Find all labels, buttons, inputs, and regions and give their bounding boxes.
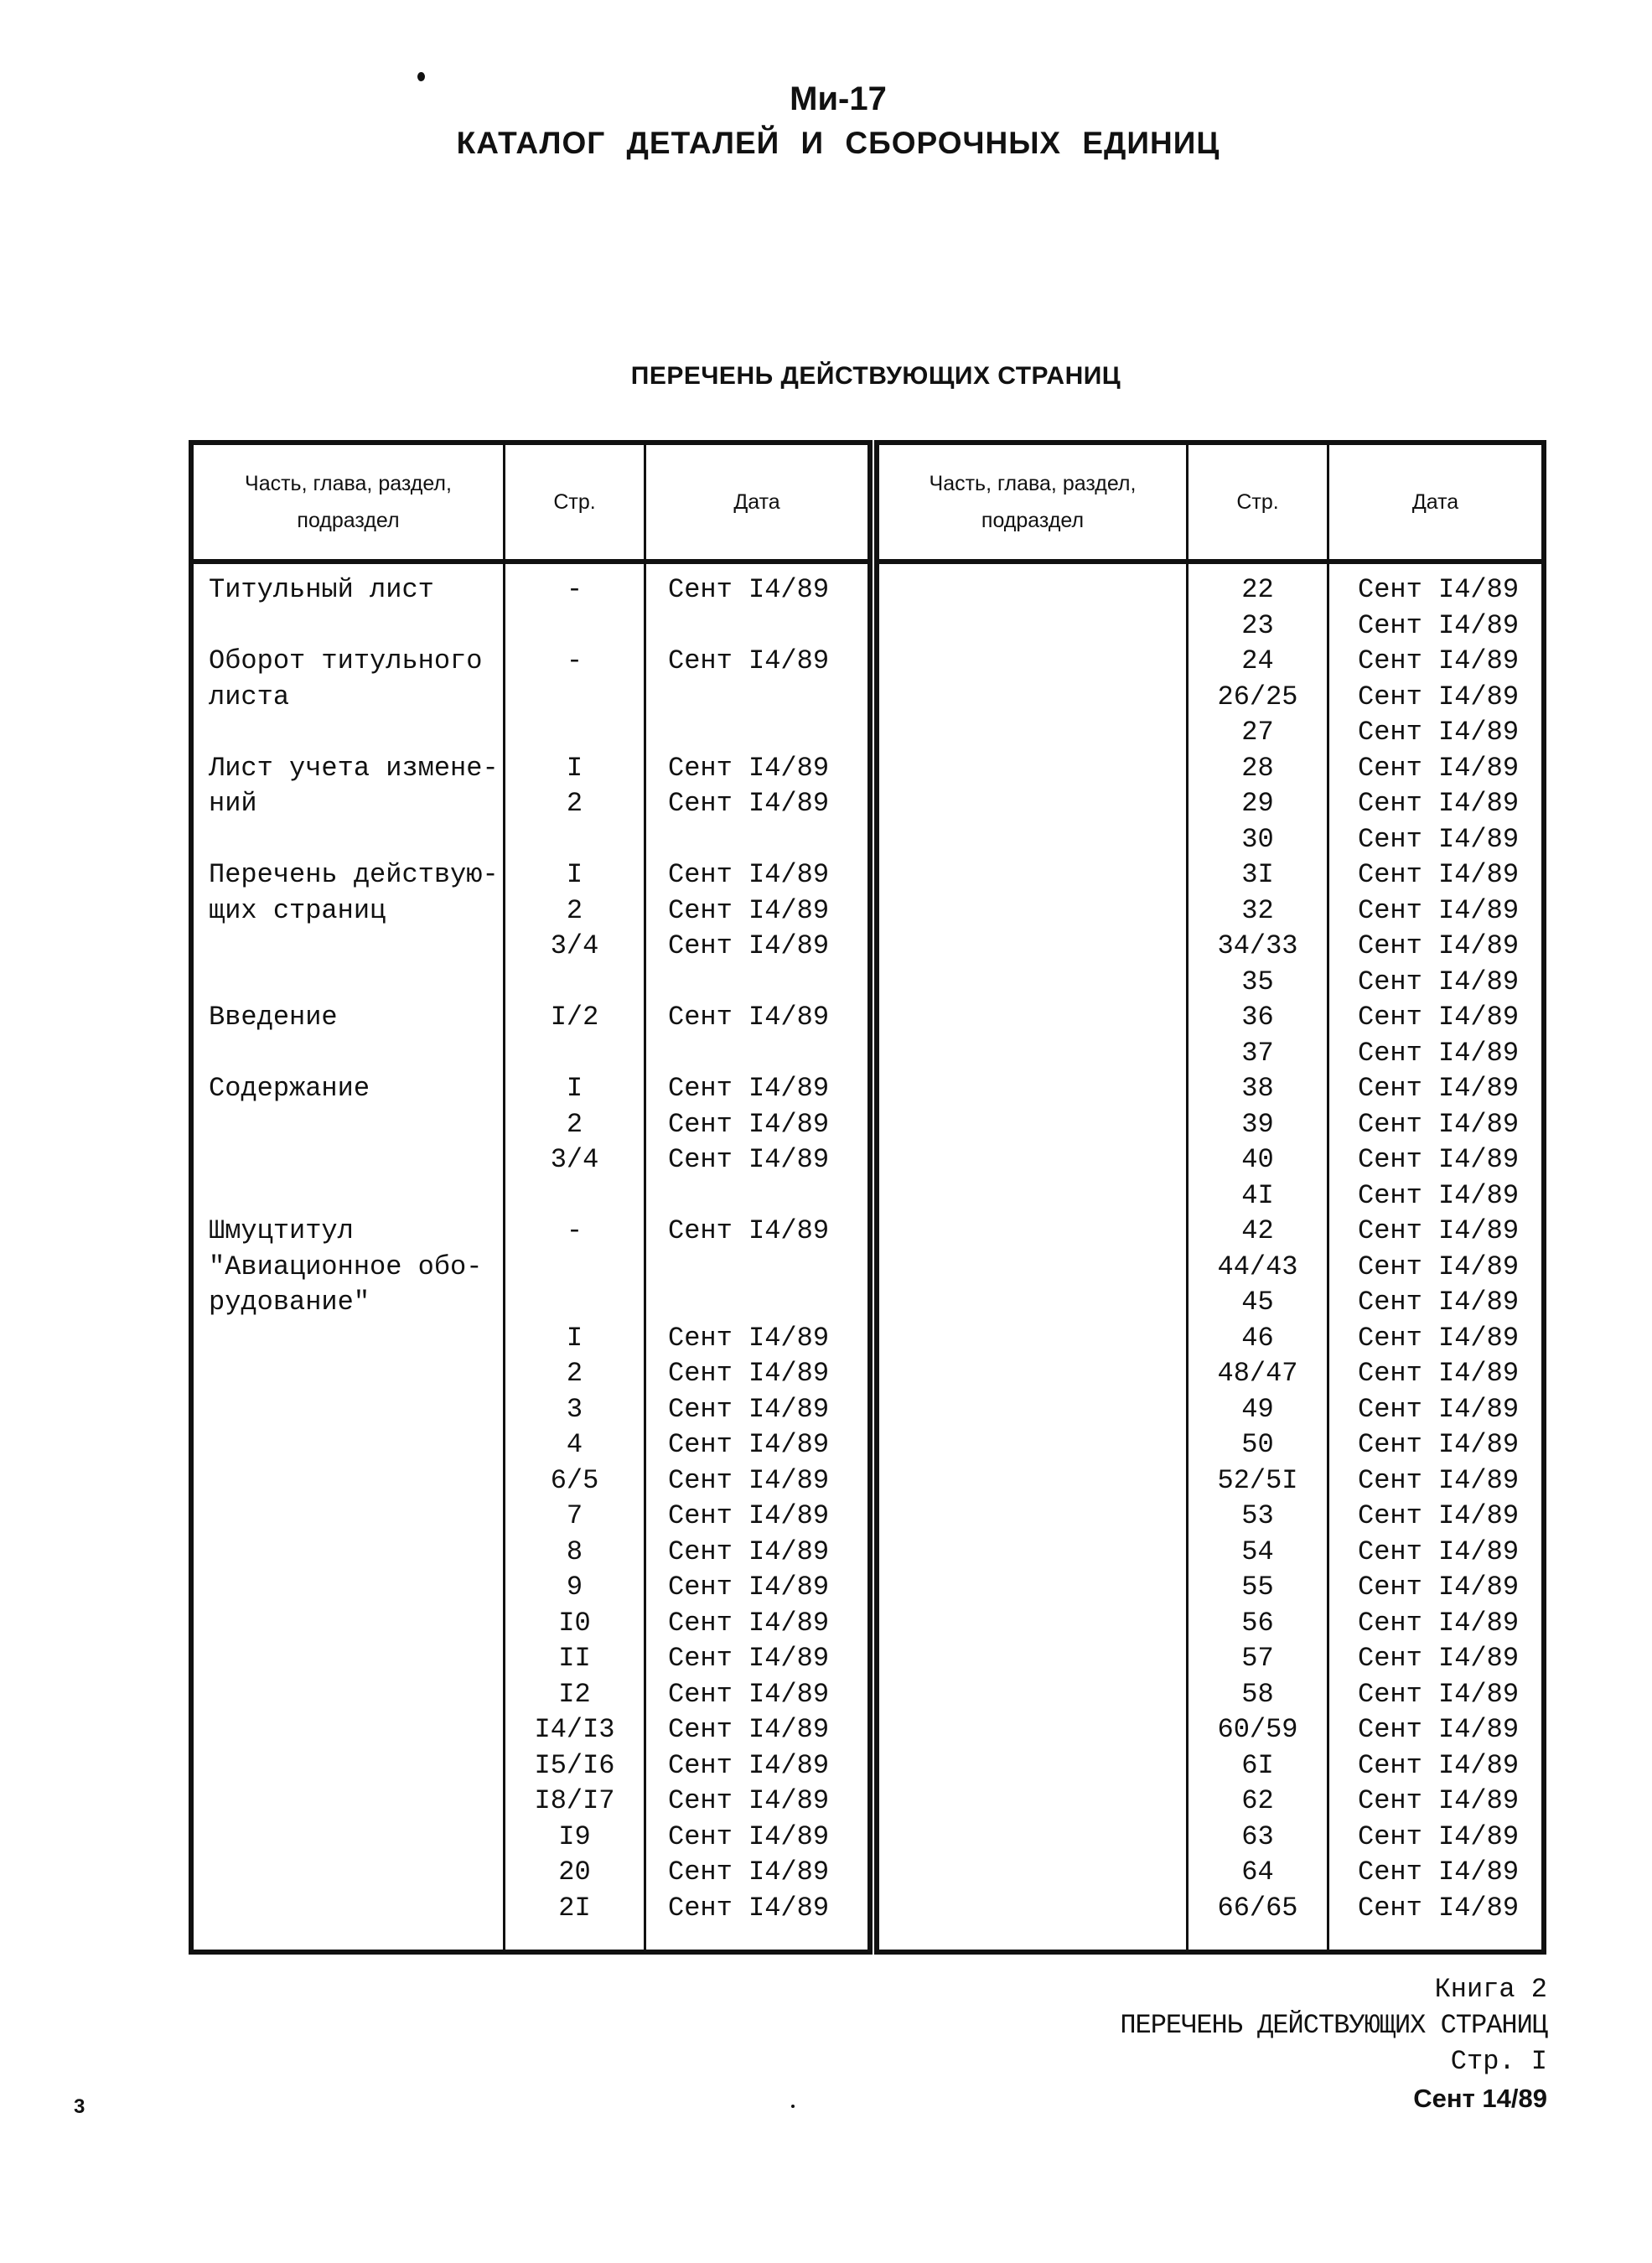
footer-date: Сент 14/89 [1413,2084,1547,2113]
table-row [879,715,1541,751]
table-row [879,608,1541,645]
table-row [194,1855,867,1891]
cell-page: 53 [1241,1500,1274,1531]
table-row [879,1000,1541,1036]
cell-page: - [566,645,583,676]
cell-date: Сент I4/89 [1358,1179,1520,1211]
table-row [194,1427,867,1463]
cell-page: 52/5I [1217,1464,1298,1496]
table-row [879,1855,1541,1891]
cell-page: 44/43 [1217,1251,1298,1282]
cell-date: Сент I4/89 [1358,717,1520,748]
table-row [879,751,1541,787]
cell-page: I9 [558,1820,591,1852]
cell-page: 28 [1241,752,1274,784]
cell-part: Титульный лист [209,574,434,605]
table-row [194,1214,867,1250]
section-title: ПЕРЕЧЕНЬ ДЕЙСТВУЮЩИХ СТРАНИЦ [630,362,1121,390]
cell-page: I [566,752,583,784]
table-row [879,893,1541,930]
table-row [194,1285,867,1321]
table-row [194,1000,867,1036]
table-row [879,1356,1541,1392]
table-row [879,644,1541,680]
cell-date: Сент I4/89 [668,1108,830,1140]
cell-date: Сент I4/89 [668,894,830,926]
cell-page: 23 [1241,609,1274,641]
pages-table-left [189,440,873,1955]
cell-page: 50 [1241,1429,1274,1460]
column-header-page: Стр. [1236,490,1279,514]
cell-page: 34/33 [1217,930,1298,961]
cell-date: Сент I4/89 [1358,823,1520,855]
cell-date: Сент I4/89 [1358,1002,1520,1033]
table-row [194,572,867,608]
table-row [194,1677,867,1713]
cell-date: Сент I4/89 [668,1714,830,1745]
cell-date: Сент I4/89 [1358,1287,1520,1318]
cell-date: Сент I4/89 [668,645,830,676]
cell-part: Оборот титульного [209,645,483,676]
cell-page: 2 [566,894,583,926]
cell-page: 26/25 [1217,681,1298,712]
cell-date: Сент I4/89 [668,788,830,819]
cell-page: 2 [566,1108,583,1140]
table-header [879,445,1541,564]
cell-date: Сент I4/89 [1358,645,1520,676]
table-row [879,1285,1541,1321]
cell-date: Сент I4/89 [1358,966,1520,997]
cell-date: Сент I4/89 [668,1856,830,1888]
table-row [879,1142,1541,1178]
cell-date: Сент I4/89 [1358,1856,1520,1888]
table-row [194,1356,867,1392]
table-row [879,1499,1541,1535]
table-row [879,857,1541,893]
cell-date: Сент I4/89 [668,1429,830,1460]
cell-date: Сент I4/89 [1358,1607,1520,1639]
cell-page: 27 [1241,717,1274,748]
table-row [879,1214,1541,1250]
cell-date: Сент I4/89 [1358,1215,1520,1246]
cell-part: Перечень действую- [209,859,499,890]
table-row [194,1142,867,1178]
cell-date: Сент I4/89 [1358,1500,1520,1531]
cell-page: 4I [1241,1179,1274,1211]
table-row [194,1891,867,1927]
cell-page: 29 [1241,788,1274,819]
cell-part: "Авиационное обо- [209,1251,483,1282]
cell-page: 35 [1241,966,1274,997]
table-row [879,1036,1541,1072]
cell-page: 36 [1241,1002,1274,1033]
cell-page: 37 [1241,1037,1274,1069]
cell-page: 6/5 [550,1464,599,1496]
table-row [194,1606,867,1642]
cell-date: Сент I4/89 [1358,1073,1520,1104]
table-row [194,1499,867,1535]
cell-page: - [566,574,583,605]
cell-date: Сент I4/89 [1358,1572,1520,1603]
cell-page: 32 [1241,894,1274,926]
page-number: 3 [74,2095,85,2118]
cell-page: I4/I3 [534,1714,615,1745]
cell-page: 3/4 [550,930,599,961]
cell-date: Сент I4/89 [668,1820,830,1852]
cell-date: Сент I4/89 [668,1215,830,1246]
cell-page: 9 [566,1572,583,1603]
cell-date: Сент I4/89 [668,1643,830,1674]
cell-date: Сент I4/89 [1358,1251,1520,1282]
table-row [194,751,867,787]
cell-part: ний [209,788,257,819]
cell-date: Сент I4/89 [1358,1643,1520,1674]
cell-date: Сент I4/89 [1358,1322,1520,1354]
cell-date: Сент I4/89 [1358,859,1520,890]
cell-page: I [566,1073,583,1104]
cell-date: Сент I4/89 [1358,1037,1520,1069]
cell-page: 30 [1241,823,1274,855]
cell-date: Сент I4/89 [1358,1535,1520,1567]
column-header-part: Часть, глава, раздел, подраздел [929,472,1137,532]
cell-date: Сент I4/89 [1358,1429,1520,1460]
cell-page: 46 [1241,1322,1274,1354]
cell-page: 42 [1241,1215,1274,1246]
cell-part: щих страниц [209,894,386,926]
cell-date: Сент I4/89 [668,1535,830,1567]
cell-page: 66/65 [1217,1892,1298,1924]
table-row [879,1107,1541,1143]
table-row [194,1535,867,1571]
cell-date: Сент I4/89 [668,1358,830,1389]
column-header-part: Часть, глава, раздел, подраздел [245,472,452,532]
table-row [194,893,867,930]
cell-date: Сент I4/89 [1358,1108,1520,1140]
footer-book: Книга 2 [1434,1974,1547,2005]
cell-part: Лист учета измене- [209,752,499,784]
cell-page: 4 [566,1429,583,1460]
cell-date: Сент I4/89 [668,574,830,605]
cell-page: II [558,1643,591,1674]
table-row [194,1321,867,1357]
cell-date: Сент I4/89 [1358,1749,1520,1781]
cell-page: 3/4 [550,1144,599,1175]
cell-date: Сент I4/89 [1358,1820,1520,1852]
table-row [879,965,1541,1001]
cell-page: 3 [566,1393,583,1425]
cell-page: 3I [1241,859,1274,890]
cell-date: Сент I4/89 [1358,1393,1520,1425]
table-row [194,857,867,893]
cell-part: Содержание [209,1073,370,1104]
cell-page: I5/I6 [534,1749,615,1781]
table-row [879,1178,1541,1214]
cell-page: 45 [1241,1287,1274,1318]
cell-page: 40 [1241,1144,1274,1175]
cell-date: Сент I4/89 [1358,681,1520,712]
cell-date: Сент I4/89 [668,1322,830,1354]
cell-page: I [566,1322,583,1354]
cell-page: 7 [566,1500,583,1531]
cell-part: Шмуцтитул [209,1215,354,1246]
table-row [194,1784,867,1820]
table-row [194,786,867,822]
cell-page: I/2 [550,1002,599,1033]
table-row [194,1463,867,1499]
table-row [194,680,867,716]
cell-date: Сент I4/89 [668,930,830,961]
cell-date: Сент I4/89 [668,1892,830,1924]
cell-page: 8 [566,1535,583,1567]
pages-table-right [874,440,1546,1955]
catalog-title: КАТАЛОГ ДЕТАЛЕЙ И СБОРОЧНЫХ ЕДИНИЦ [456,126,1220,160]
table-row [879,1641,1541,1677]
cell-date: Сент I4/89 [1358,1785,1520,1816]
cell-date: Сент I4/89 [1358,1358,1520,1389]
cell-page: 48/47 [1217,1358,1298,1389]
cell-page: 55 [1241,1572,1274,1603]
table-row [194,1570,867,1606]
table-row [879,1250,1541,1286]
cell-page: I2 [558,1678,591,1710]
table-body [879,564,1541,1950]
cell-date: Сент I4/89 [668,1607,830,1639]
cell-date: Сент I4/89 [668,752,830,784]
table-row [194,1107,867,1143]
table-row [194,1712,867,1748]
table-row [879,1535,1541,1571]
table-row [879,1677,1541,1713]
cell-date: Сент I4/89 [1358,894,1520,926]
cell-page: 2I [558,1892,591,1924]
cell-date: Сент I4/89 [1358,788,1520,819]
table-row [879,1820,1541,1856]
cell-page: 63 [1241,1820,1274,1852]
cell-part: рудование" [209,1287,370,1318]
cell-date: Сент I4/89 [668,1393,830,1425]
table-row [879,1071,1541,1107]
table-row [879,680,1541,716]
cell-page: 49 [1241,1393,1274,1425]
cell-page: 57 [1241,1643,1274,1674]
table-row [879,786,1541,822]
cell-page: I0 [558,1607,591,1639]
cell-date: Сент I4/89 [668,1749,830,1781]
table-row [879,572,1541,608]
table-row [879,1321,1541,1357]
cell-date: Сент I4/89 [1358,1144,1520,1175]
cell-date: Сент I4/89 [1358,752,1520,784]
scan-dot-mark [791,2105,795,2108]
table-row [879,1427,1541,1463]
cell-page: 62 [1241,1785,1274,1816]
cell-date: Сент I4/89 [668,1500,830,1531]
column-header-date: Дата [1411,490,1459,514]
table-row [879,1606,1541,1642]
table-row [194,1820,867,1856]
table-row [879,1392,1541,1428]
column-header-page: Стр. [553,490,596,514]
cell-part: Введение [209,1002,338,1033]
table-row [194,1250,867,1286]
table-body [194,564,867,1950]
table-row [879,822,1541,858]
cell-date: Сент I4/89 [668,1144,830,1175]
table-row [194,1641,867,1677]
table-row [879,1463,1541,1499]
cell-part: листа [209,681,290,712]
cell-page: 24 [1241,645,1274,676]
cell-page: 56 [1241,1607,1274,1639]
cell-page: 2 [566,788,583,819]
cell-date: Сент I4/89 [668,1002,830,1033]
table-row [194,929,867,965]
cell-date: Сент I4/89 [1358,574,1520,605]
table-row [194,1748,867,1784]
cell-date: Сент I4/89 [1358,1678,1520,1710]
cell-date: Сент I4/89 [668,1678,830,1710]
cell-page: 6I [1241,1749,1274,1781]
column-header-date: Дата [733,490,780,514]
table-row [879,929,1541,965]
cell-page: 2 [566,1358,583,1389]
document-model-title: Ми-17 [790,80,887,117]
cell-date: Сент I4/89 [668,1572,830,1603]
table-row [194,644,867,680]
cell-page: I [566,859,583,890]
table-header [194,445,867,564]
cell-page: 20 [558,1856,591,1888]
cell-date: Сент I4/89 [1358,1714,1520,1745]
table-row [879,1748,1541,1784]
table-row [194,1392,867,1428]
cell-date: Сент I4/89 [1358,930,1520,961]
cell-date: Сент I4/89 [1358,1464,1520,1496]
cell-page: 60/59 [1217,1714,1298,1745]
cell-date: Сент I4/89 [668,1464,830,1496]
footer-section: ПЕРЕЧЕНЬ ДЕЙСТВУЮЩИХ СТРАНИЦ [1120,2010,1547,2041]
cell-page: 54 [1241,1535,1274,1567]
cell-page: I8/I7 [534,1785,615,1816]
table-row [879,1712,1541,1748]
cell-page: 38 [1241,1073,1274,1104]
cell-page: 64 [1241,1856,1274,1888]
table-row [879,1570,1541,1606]
table-row [879,1891,1541,1927]
cell-page: - [566,1215,583,1246]
cell-page: 58 [1241,1678,1274,1710]
table-row [194,1071,867,1107]
cell-date: Сент I4/89 [1358,1892,1520,1924]
cell-page: 22 [1241,574,1274,605]
footer-page-label: Стр. I [1450,2046,1547,2077]
cell-date: Сент I4/89 [668,1073,830,1104]
cell-date: Сент I4/89 [1358,609,1520,641]
table-row [879,1784,1541,1820]
cell-date: Сент I4/89 [668,1785,830,1816]
cell-date: Сент I4/89 [668,859,830,890]
cell-page: 39 [1241,1108,1274,1140]
